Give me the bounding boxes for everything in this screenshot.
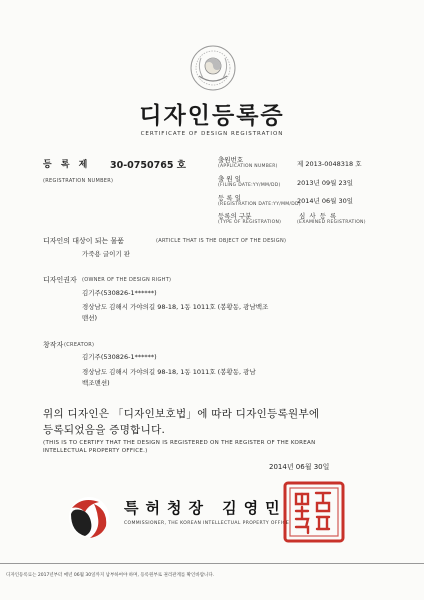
footer-divider [0,563,424,564]
owner-address-line1: 경상남도 김해시 가야의길 98-18, 1동 1011호 (봉황동, 광남백조 [82,303,269,311]
kipo-logo-icon [66,494,112,540]
registration-type-value-en: (EXAMINED REGISTRATION) [297,220,366,225]
registration-label: 등 록 제 [43,160,91,170]
registration-label-en: (REGISTRATION NUMBER) [43,178,114,184]
government-emblem-icon [189,44,237,92]
owner-label-en: (OWNER OF THE DESIGN RIGHT) [82,277,172,283]
document-title: 디자인등록증 [139,103,285,129]
creator-label-en: (CREATOR) [64,342,95,348]
commissioner-title-en: COMMISSIONER, THE KOREAN INTELLECTUAL PROPERTY OFFICE [124,521,290,526]
owner-address-line2: 맨션) [82,314,98,322]
application-label: 출원번호 [218,156,244,164]
creator-address-line1: 경상남도 김해시 가야의길 98-18, 1동 1011호 (봉황동, 광남 [82,368,256,376]
issue-date: 2014년 06월 30일 [269,463,330,471]
article-value: 가죽용 글이기 판 [82,250,131,258]
article-label: 디자인의 대상이 되는 물품 [43,237,125,245]
filing-date-label-en: (FILING DATE:YY/MM/DD) [218,183,281,188]
filing-date-label: 출 원 일 [218,175,241,183]
owner-label: 디자인권자 [43,276,77,284]
official-seal-icon [283,481,345,543]
certification-statement-line2: 등록되었음을 증명합니다. [43,424,166,436]
filing-date-value: 2013년 09월 23일 [297,179,354,187]
registration-date-label: 등 록 일 [218,194,241,202]
registration-number: 30-0750765 호 [110,160,186,171]
article-label-en: (ARTICLE THAT IS THE OBJECT OF THE DESIGN) [156,238,287,244]
application-number: 제 2013-0048318 호 [297,160,362,168]
registration-type-value: 심 사 등 록 [299,212,338,220]
creator-label: 창작자 [43,341,64,349]
commissioner-title: 특허청장 김영민 [124,499,287,517]
registration-type-label: 등록의 구분 [218,212,252,220]
certification-statement-line1: 위의 디자인은 「디자인보호법」에 따라 디자인등록원부에 [43,408,320,420]
registration-date-value: 2014년 06월 30일 [297,197,354,205]
footer-notice: 디자인등록료는 2017년부터 매년 06월 30일까지 납부하여야 하며, 등록원부로 권리관계를 확인바랍니다. [6,573,215,578]
registration-date-label-en: (REGISTRATION DATE:YY/MM/DD) [218,202,301,207]
document-subtitle: CERTIFICATE OF DESIGN REGISTRATION [140,131,284,137]
certification-statement-en-line2: INTELLECTUAL PROPERTY OFFICE.) [43,448,148,454]
owner-name: 김기주(530826-1******) [82,289,157,297]
certification-statement-en-line1: (THIS IS TO CERTIFY THAT THE DESIGN IS REGISTERED ON THE REGISTER OF THE KOREAN [43,440,316,446]
registration-type-label-en: (TYPE OF REGISTRATION) [218,220,282,225]
application-label-en: (APPLICATION NUMBER) [218,164,278,169]
creator-address-line2: 백조맨션) [82,379,110,387]
creator-name: 김기주(530826-1******) [82,353,157,361]
